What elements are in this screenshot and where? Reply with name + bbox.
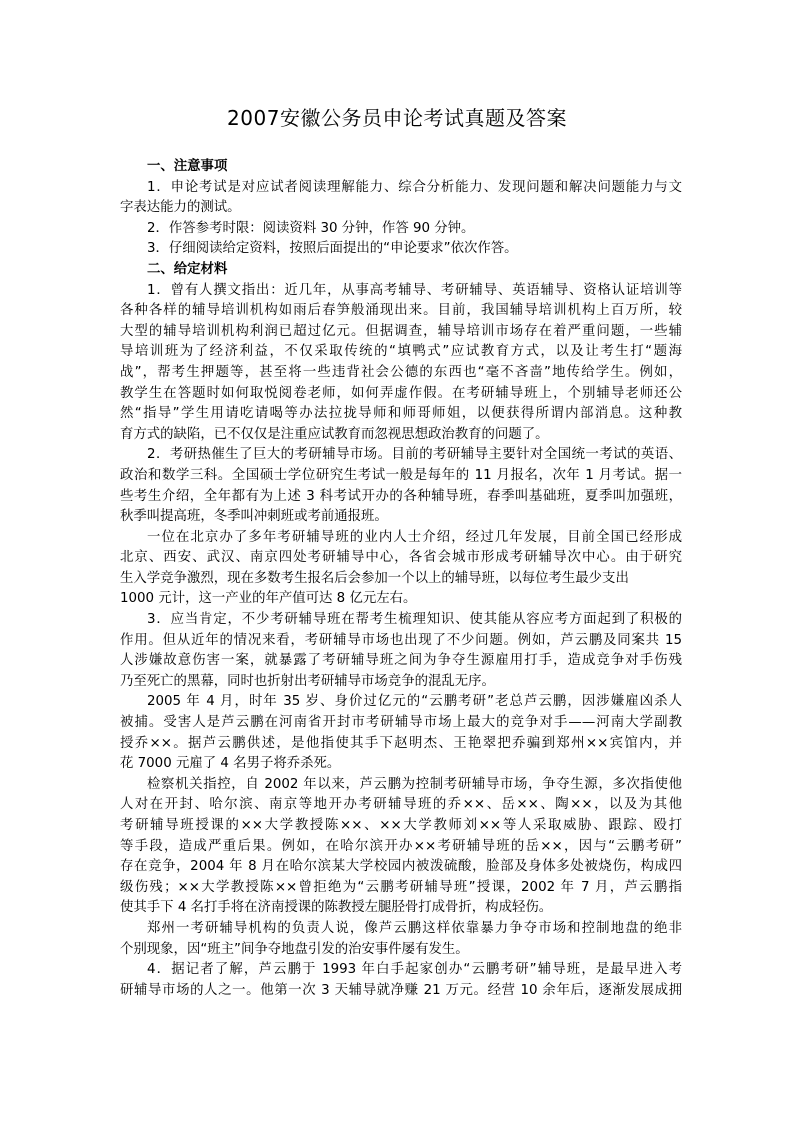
- paragraph-line: 考研辅导班授课的××大学教授陈××、××大学教师刘××等人采取威胁、跟踪、殴打: [120, 818, 682, 833]
- paragraph-line: 政治和数学三科。全国硕士学位研究生考试一般是每年的 11 月报名，次年 1 月考试。据一: [120, 467, 682, 483]
- paragraph-line: 生入学竞争激烈，现在多数考生报名后会参加一个以上的辅导班，以每位考生最少支出: [120, 570, 629, 586]
- paragraph-line: 人对在开封、哈尔滨、南京等地开办考研辅导班的乔××、岳××、陶××，以及为其他: [120, 797, 682, 813]
- section-heading: 一、注意事项: [147, 159, 228, 174]
- paragraph-line: 被捕。受害人是芦云鹏在河南省开封市考研辅导市场上最大的竞争对手——河南大学副教: [120, 715, 682, 731]
- paragraph-line: 育方式的缺陷，已不仅仅是注重应试教育而忽视思想政治教育的问题了。: [120, 426, 549, 442]
- paragraph-line: 1000 元计，这一产业的年产值可达 8 亿元左右。: [120, 591, 417, 607]
- paragraph-line: 3．应当肯定，不少考研辅导班在帮考生梳理知识、使其能从容应考方面起到了积极的: [147, 612, 682, 628]
- paragraph-line: 教学生在答题时如何取悦阅卷老师，如何弄虚作假。在考研辅导班上，个别辅导老师还公: [120, 385, 682, 401]
- paragraph-line: 4．据记者了解，芦云鹏于 1993 年白手起家创办“云鹏考研”辅导班，是最早进入考: [147, 962, 682, 978]
- paragraph-line: 使其手下 4 名打手将在济南授课的陈教授左腿胫骨打成骨折，构成轻伤。: [120, 900, 553, 916]
- paragraph-line: 然“指导”学生用请吃请喝等办法拉拢导师和师哥师姐，以便获得所谓内部消息。这种教: [120, 406, 682, 422]
- paragraph-line: 1．申论考试是对应试者阅读理解能力、综合分析能力、发现问题和解决问题能力与文: [147, 179, 682, 195]
- paragraph-line: 存在竞争，2004 年 8 月在哈尔滨某大学校园内被泼硫酸，脸部及身体多处被烧伤，构成四: [120, 859, 682, 875]
- paragraph-line: 大型的辅导培训机构利润已超过亿元。但据调查，辅导培训市场存在着严重问题，一些辅: [120, 323, 682, 339]
- paragraph-line: 北京、西安、武汉、南京四处考研辅导中心，各省会城市形成考研辅导次中心。由于研究: [120, 550, 682, 566]
- paragraph-line: 作用。但从近年的情况来看，考研辅导市场也出现了不少问题。例如，芦云鹏及同案共 15: [120, 632, 682, 648]
- paragraph-line: 一位在北京办了多年考研辅导班的业内人士介绍，经过几年发展，目前全国已经形成: [147, 529, 682, 545]
- paragraph-line: 级伤残；××大学教授陈××曾拒绝为“云鹏考研辅导班”授课，2002 年 7 月，芦云鹏指: [120, 879, 682, 895]
- paragraph-line: 郑州一考研辅导机构的负责人说，像芦云鹏这样依靠暴力争夺市场和控制地盘的绝非: [147, 920, 682, 936]
- paragraph-line: 字表达能力的测试。: [120, 200, 241, 216]
- paragraph-line: 1．曾有人撰文指出：近几年，从事高考辅导、考研辅导、英语辅导、资格认证培训等: [147, 282, 682, 298]
- paragraph-line: 战”，帮考生押题等，甚至将一些违背社会公德的东西也“毫不吝啬”地传给学生。例如，: [120, 364, 682, 380]
- document-title: 2007安徽公务员申论考试真题及答案: [227, 106, 567, 130]
- document-body: [120, 157, 682, 1001]
- paragraph-line: 3．仔细阅读给定资料，按照后面提出的“申论要求”依次作答。: [147, 241, 518, 257]
- paragraph-line: 研辅导市场的人之一。他第一次 3 天辅导就净赚 21 万元。经营 10 余年后，逐渐发展成拥: [120, 982, 682, 998]
- paragraph-line: 导培训班为了经济利益，不仅采取传统的“填鸭式”应试教育方式，以及让考生打“题海: [120, 344, 682, 360]
- paragraph-line: 些考生介绍，全年都有为上述 3 科考试开办的各种辅导班，春季叫基础班，夏季叫加强班，: [120, 488, 682, 504]
- paragraph-line: 秋季叫提高班，冬季叫冲刺班或考前通报班。: [120, 509, 388, 525]
- paragraph-line: 各种各样的辅导培训机构如雨后春笋般涌现出来。目前，我国辅导培训机构上百万所，较: [120, 303, 682, 319]
- paragraph-line: 授乔××。据芦云鹏供述，是他指使其手下赵明杰、王艳翠把乔骗到郑州××宾馆内，并: [120, 735, 682, 751]
- section-heading: 二、给定材料: [147, 261, 228, 277]
- paragraph-line: 2005 年 4 月，时年 35 岁、身价过亿元的“云鹏考研”老总芦云鹏，因涉嫌雇凶杀人: [147, 694, 682, 710]
- paragraph-line: 检察机关指控，自 2002 年以来，芦云鹏为控制考研辅导市场，争夺生源，多次指使他: [147, 776, 682, 792]
- paragraph-line: 等手段，造成严重后果。例如，在哈尔滨开办××考研辅导班的岳××，因与“云鹏考研”: [120, 838, 682, 854]
- paragraph-line: 花 7000 元雇了 4 名男子将乔杀死。: [120, 756, 341, 772]
- paragraph-line: 人涉嫌故意伤害一案，就暴露了考研辅导班之间为争夺生源雇用打手，造成竞争对手伤残: [120, 653, 682, 669]
- paragraph-line: 2．作答参考时限：阅读资料 30 分钟，作答 90 分钟。: [147, 220, 475, 236]
- paragraph-line: 2．考研热催生了巨大的考研辅导市场。目前的考研辅导主要针对全国统一考试的英语、: [147, 447, 682, 463]
- paragraph-line: 乃至死亡的黑幕，同时也折射出考研辅导市场竞争的混乱无序。: [120, 673, 495, 689]
- paragraph-line: 个别现象，因“班主”间争夺地盘引发的治安事件屡有发生。: [120, 941, 469, 957]
